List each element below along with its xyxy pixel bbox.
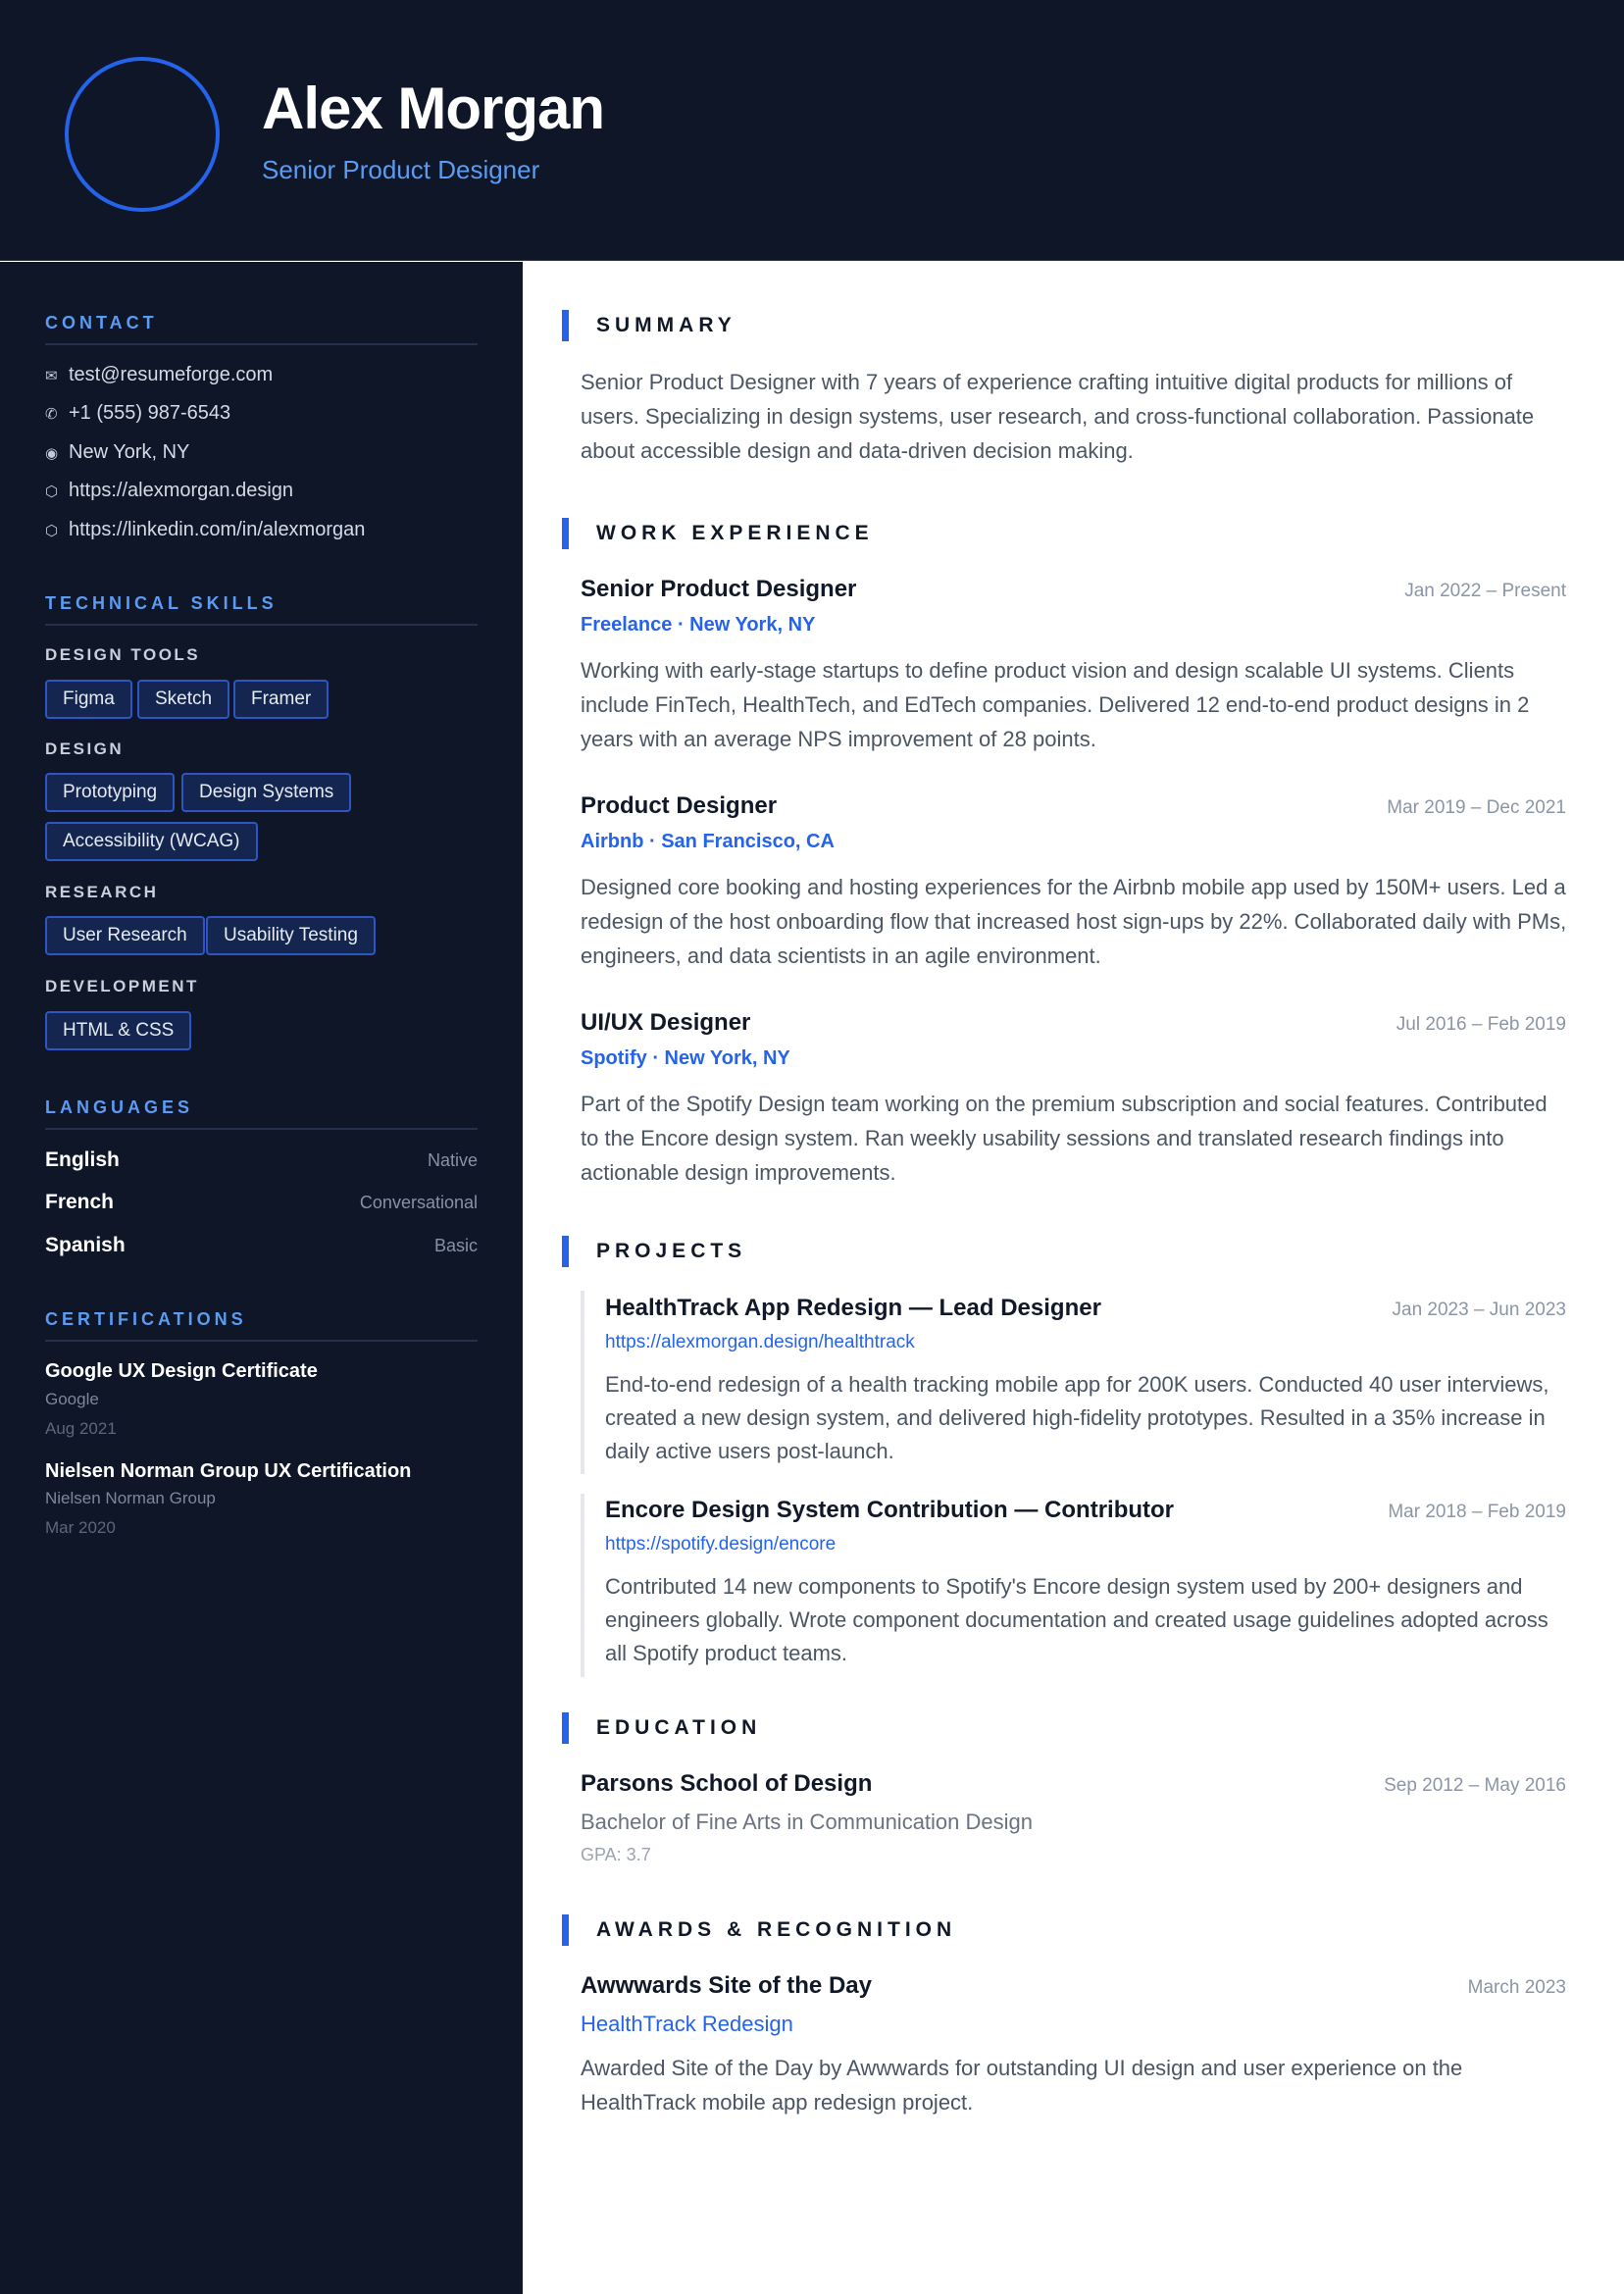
link-icon: ⬡: [45, 483, 59, 500]
divider: [45, 1340, 478, 1342]
job-company: Airbnb · San Francisco, CA: [581, 831, 835, 852]
skill-chip: Design Systems: [181, 773, 351, 812]
job-company: Freelance · New York, NY: [581, 614, 816, 636]
location-icon: ◉: [45, 444, 59, 462]
languages-heading: LANGUAGES: [45, 1097, 194, 1117]
skill-chip: Accessibility (WCAG): [45, 822, 258, 861]
certification-name: Google UX Design Certificate: [45, 1360, 318, 1382]
certification-org: Nielsen Norman Group: [45, 1489, 216, 1507]
skill-group-label: DESIGN TOOLS: [45, 645, 201, 664]
language-name: Spanish: [45, 1234, 126, 1256]
skill-chip: Prototyping: [45, 773, 175, 812]
contact-text: test@resumeforge.com: [69, 364, 274, 385]
gpa: GPA: 3.7: [581, 1845, 651, 1864]
skills-heading: TECHNICAL SKILLS: [45, 593, 278, 613]
project-accent-bar: [581, 1494, 584, 1677]
skill-group-label: DESIGN: [45, 739, 125, 758]
project-accent-bar: [581, 1291, 584, 1474]
resume-header: [0, 0, 1624, 261]
job-title: Product Designer: [581, 792, 778, 819]
project-title: HealthTrack App Redesign — Lead Designer: [605, 1295, 1101, 1321]
project-description: End-to-end redesign of a health tracking mobile app for 200K users. Conducted 40 user interviews, created a new design system, and delivered high-fidelity prototypes. Resulted in a 35% increase in daily active users post-launch.: [605, 1372, 1549, 1463]
skill-chip: HTML & CSS: [45, 1011, 191, 1050]
project-date: Mar 2018 – Feb 2019: [1388, 1502, 1566, 1522]
contact-location: [45, 441, 189, 464]
education-heading: EDUCATION: [562, 1712, 761, 1744]
skill-chip: Sketch: [137, 680, 229, 719]
divider: [45, 624, 478, 626]
avatar: [65, 57, 220, 212]
contact-email[interactable]: [45, 364, 273, 386]
candidate-name: Alex Morgan: [262, 76, 605, 141]
contact-linkedin[interactable]: [45, 519, 365, 541]
job-description: Working with early-stage startups to define product vision and design scalable UI systems. Clients include FinTech, HealthTech, and EdTech companies. Delivered 12 end-to-end product designs in 2 years with an average NPS improvement of 28 points.: [581, 658, 1530, 751]
job-title: Senior Product Designer: [581, 576, 857, 602]
degree: Bachelor of Fine Arts in Communication Design: [581, 1810, 1033, 1834]
certification-name: Nielsen Norman Group UX Certification: [45, 1460, 412, 1482]
school-name: Parsons School of Design: [581, 1770, 873, 1797]
phone-icon: ✆: [45, 405, 58, 423]
skill-chip: User Research: [45, 916, 205, 955]
contact-text: +1 (555) 987-6543: [69, 402, 231, 424]
skill-chip: Usability Testing: [206, 916, 376, 955]
language-name: English: [45, 1148, 120, 1171]
skill-chip: Figma: [45, 680, 132, 719]
skill-group-label: RESEARCH: [45, 883, 159, 901]
main-content: [523, 262, 1624, 2294]
job-company: Spotify · New York, NY: [581, 1047, 790, 1069]
language-name: French: [45, 1191, 115, 1213]
job-date: Jan 2022 – Present: [1404, 581, 1566, 601]
job-date: Jul 2016 – Feb 2019: [1396, 1014, 1566, 1035]
project-description: Contributed 14 new components to Spotify's Encore design system used by 200+ designers and engineers globally. Wrote component documentation and created usage guidelines adopted across all Spotify product teams.: [605, 1574, 1548, 1665]
certification-date: Aug 2021: [45, 1419, 117, 1438]
divider: [45, 343, 478, 345]
skill-group-label: DEVELOPMENT: [45, 977, 199, 995]
summary-text: Senior Product Designer with 7 years of experience crafting intuitive digital products for millions of users. Specializing in design systems, user research, and cross-functional collaboration. Passionate about accessible design and data-driven decision making.: [581, 370, 1535, 463]
education-date: Sep 2012 – May 2016: [1384, 1775, 1566, 1796]
language-level: Basic: [433, 1236, 478, 1255]
job-date: Mar 2019 – Dec 2021: [1387, 797, 1566, 818]
link-icon: ⬡: [45, 522, 59, 539]
candidate-role: Senior Product Designer: [262, 155, 540, 184]
project-link[interactable]: https://spotify.design/encore: [605, 1534, 837, 1555]
award-name: Awwwards Site of the Day: [581, 1972, 872, 1999]
contact-text: https://linkedin.com/in/alexmorgan: [69, 519, 366, 540]
contact-text: https://alexmorgan.design: [69, 480, 294, 501]
sidebar: [0, 262, 523, 2294]
project-title: Encore Design System Contribution — Contributor: [605, 1497, 1175, 1523]
project-date: Jan 2023 – Jun 2023: [1392, 1300, 1566, 1320]
mail-icon: ✉: [45, 367, 58, 384]
contact-phone[interactable]: [45, 402, 230, 425]
skill-chip: Framer: [233, 680, 329, 719]
certifications-heading: CERTIFICATIONS: [45, 1309, 247, 1329]
job-description: Part of the Spotify Design team working on the premium subscription and social features. Contributed to the Encore design system. Ran weekly usability sessions and translated research findings into actionable design improvements.: [581, 1092, 1548, 1185]
projects-heading: PROJECTS: [562, 1236, 746, 1267]
job-description: Designed core booking and hosting experiences for the Airbnb mobile app used by 150M+ users. Led a redesign of the host onboarding flow that increased host sign-ups by 22%. Collaborated daily with PMs, engineers, and data scientists in an agile environment.: [581, 875, 1567, 968]
certification-date: Mar 2020: [45, 1518, 116, 1537]
award-date: March 2023: [1467, 1977, 1566, 1998]
award-description: Awarded Site of the Day by Awwwards for outstanding UI design and user experience on the HealthTrack mobile app redesign project.: [581, 2056, 1463, 2115]
awards-heading: AWARDS & RECOGNITION: [562, 1914, 956, 1946]
award-project: HealthTrack Redesign: [581, 2012, 793, 2036]
summary-heading: SUMMARY: [562, 310, 736, 341]
project-link[interactable]: https://alexmorgan.design/healthtrack: [605, 1332, 915, 1352]
job-title: UI/UX Designer: [581, 1009, 751, 1036]
contact-text: New York, NY: [69, 441, 190, 463]
contact-heading: CONTACT: [45, 313, 158, 332]
language-level: Native: [427, 1150, 478, 1170]
certification-org: Google: [45, 1390, 99, 1408]
experience-heading: WORK EXPERIENCE: [562, 518, 874, 549]
language-level: Conversational: [359, 1193, 478, 1212]
divider: [45, 1128, 478, 1130]
contact-website[interactable]: [45, 480, 293, 502]
